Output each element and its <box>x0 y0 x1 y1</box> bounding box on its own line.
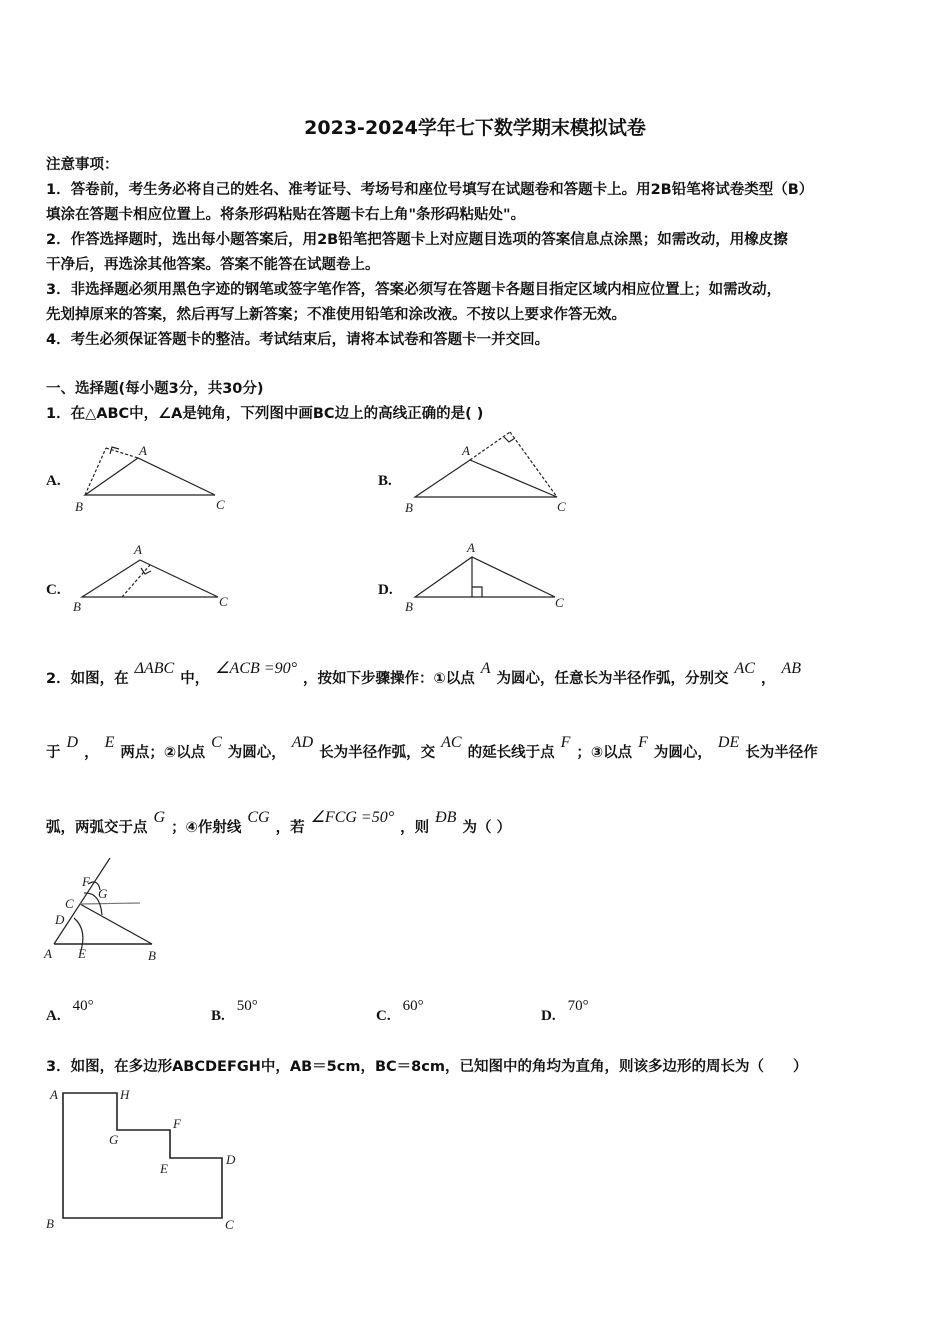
svg-text:D: D <box>226 1152 236 1167</box>
math: D <box>66 734 79 751</box>
math: F <box>560 734 571 751</box>
math: AC <box>734 660 755 677</box>
note-line: 1．答卷前，考生务必将自己的姓名、准考证号、考场号和座位号填写在试题卷和答题卡上。用2B铅笔将试卷类型（B） <box>46 182 814 198</box>
svg-text:A: A <box>462 443 470 458</box>
svg-text:C: C <box>65 896 74 911</box>
text: 2．如图，在 <box>46 671 129 687</box>
math: A <box>480 660 491 677</box>
math: ∠FCG =50° <box>310 809 395 826</box>
svg-text:B: B <box>405 500 413 515</box>
q1-figure-a <box>75 443 225 514</box>
label: A. <box>46 1008 61 1024</box>
math: ΔABC <box>134 660 175 677</box>
q3-figure <box>46 1087 236 1232</box>
math: CG <box>247 809 270 826</box>
text: 的延长线于点 <box>467 745 555 761</box>
note-line: 先划掉原来的答案，然后再写上新答案；不准使用铅笔和涂改液。不按以上要求作答无效。 <box>46 307 626 323</box>
text: ，若 <box>275 820 305 836</box>
text: 为圆心，任意长为半径作弧，分别交 <box>496 671 729 687</box>
math: ÐB <box>435 809 457 826</box>
svg-text:A: A <box>467 540 475 555</box>
text: 为圆心， <box>653 745 712 761</box>
svg-text:C: C <box>219 594 228 609</box>
text: 为（ ） <box>462 820 512 836</box>
svg-text:C: C <box>555 595 564 610</box>
svg-text:C: C <box>225 1217 234 1232</box>
q1-option-d: D. <box>378 582 393 598</box>
note-line: 4．考生必须保证答题卡的整洁。考试结束后，请将本试卷和答题卡一并交回。 <box>46 332 550 348</box>
q2-figure <box>43 858 156 963</box>
text: ， <box>84 745 99 761</box>
text: ，按如下步骤操作：①以点 <box>302 671 475 687</box>
note-line: 填涂在答题卡相应位置上。将条形码粘贴在答题卡右上角"条形码粘贴处"。 <box>46 207 526 223</box>
note-line: 3．非选择题必须用黑色字迹的钢笔或签字笔作答，答案必须写在答题卡各题目指定区域内相应位置上；如需改动， <box>46 282 782 298</box>
label: B. <box>211 1008 225 1024</box>
svg-text:B: B <box>75 499 83 514</box>
label: D. <box>541 1008 556 1024</box>
math: F <box>638 734 648 751</box>
q1-option-c: C. <box>46 582 61 598</box>
note-line: 2．作答选择题时，选出每小题答案后，用2B铅笔把答题卡上对应题目选项的答案信息点涂黑；如需改动，用橡皮擦 <box>46 232 788 248</box>
svg-text:F: F <box>173 1116 181 1131</box>
value: 40° <box>72 998 94 1014</box>
text: ， <box>760 671 776 687</box>
svg-text:C: C <box>216 497 225 512</box>
svg-text:B: B <box>405 599 413 614</box>
svg-text:A: A <box>50 1087 58 1102</box>
svg-text:A: A <box>44 946 52 961</box>
svg-text:F: F <box>82 874 90 889</box>
notes-heading: 注意事项： <box>46 157 119 173</box>
q1-option-a: A. <box>46 473 61 489</box>
label: C. <box>376 1008 391 1024</box>
text: ；③以点 <box>576 745 633 761</box>
q1-option-b: B. <box>378 473 392 489</box>
svg-text:E: E <box>78 946 86 961</box>
value: 50° <box>236 998 258 1014</box>
text: ；④作射线 <box>171 820 242 836</box>
svg-text:G: G <box>109 1132 119 1147</box>
svg-text:E: E <box>160 1161 168 1176</box>
text: 于 <box>46 745 61 761</box>
q3-stem: 3．如图，在多边形ABCDEFGH中，AB＝5cm，BC＝8cm，已知图中的角均为直角，则该多边形的周长为（ ） <box>46 1059 808 1075</box>
text: 中， <box>180 671 210 687</box>
q1-figure-b <box>405 432 566 515</box>
svg-text:B: B <box>46 1216 54 1231</box>
math: AC <box>441 734 462 751</box>
text: 弧，两弧交于点 <box>46 820 148 836</box>
math: C <box>211 734 222 751</box>
svg-text:C: C <box>557 499 566 514</box>
note-line: 干净后，再选涂其他答案。答案不能答在试题卷上。 <box>46 257 380 273</box>
page-title: 2023-2024学年七下数学期末模拟试卷 <box>304 117 646 139</box>
text: 两点；②以点 <box>120 745 206 761</box>
q1-stem: 1．在△ABC中，∠A是钝角，下列图中画BC边上的高线正确的是( ) <box>46 406 484 422</box>
section-heading: 一、选择题(每小题3分，共30分) <box>46 381 264 397</box>
math: AD <box>291 734 314 751</box>
text: 长为半径作 <box>745 745 818 761</box>
math: DE <box>717 734 740 751</box>
svg-text:B: B <box>73 599 81 614</box>
svg-text:D: D <box>55 912 65 927</box>
svg-text:A: A <box>139 443 147 458</box>
svg-text:A: A <box>134 542 142 557</box>
math: AB <box>781 660 802 677</box>
text: 长为半径作弧，交 <box>319 745 436 761</box>
text: ，则 <box>400 820 430 836</box>
text: 为圆心， <box>227 745 286 761</box>
value: 60° <box>402 998 424 1014</box>
q1-figure-c <box>73 542 228 614</box>
svg-text:H: H <box>120 1087 130 1102</box>
math: G <box>153 809 166 826</box>
math: E <box>104 734 115 751</box>
value: 70° <box>567 998 589 1014</box>
q1-figure-d <box>405 540 564 614</box>
svg-text:B: B <box>148 948 156 963</box>
math: ∠ACB =90° <box>215 660 297 677</box>
svg-text:G: G <box>98 886 108 901</box>
